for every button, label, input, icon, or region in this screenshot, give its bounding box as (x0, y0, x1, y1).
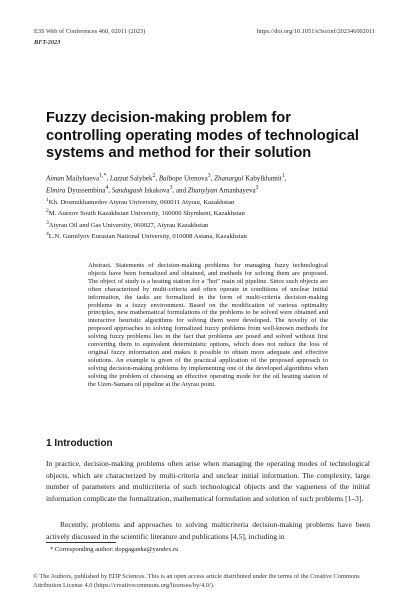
license-notice: © The Authors, published by EDP Sciences. This is an open access article distributed under the terms of the Creative Commons Attribution License 4.0 (https://creativecommons.org/licenses/by/4.0/). (33, 573, 360, 589)
intro-paragraph-2: Recently, problems and approaches to solving multicriteria decision-making problems have been actively discussed in the scientific literature and publications [4,5], including in (46, 520, 370, 541)
paper-title: Fuzzy decision-making problem for controlling operating modes of technological systems and method for their solution (46, 110, 359, 162)
author-line-1: Aiman Mailybaeva$^{1,*}$, Lazzat Salybek$^2$, Balbope Utenova$^3$, Zhanargul Kabylkhamit$^1$, (46, 173, 287, 183)
footnote-divider (46, 542, 116, 543)
section-heading: 1 Introduction (46, 438, 113, 449)
doi-link[interactable]: https://doi.org/10.1051/e3sconf/202346002011 (256, 28, 375, 35)
affiliation-list (46, 196, 370, 242)
author-list (46, 171, 370, 196)
intro-paragraph-1: In practice, decision-making problems often arise when managing the operating modes of technological objects, which are characterized by multi-criteria and unclear initial information. The complexity, large number of parameters and multicriteria of such technological objects and the vagueness of the initial information complicate the formalization, mathematical formulation and solution of such problems [1–3]. (46, 459, 370, 503)
corresponding-author-footnote: * Corresponding author: dopgaganka@yandex.ru (50, 546, 179, 553)
journal-citation: E3S Web of Conferences 460, 02011 (2023) (34, 28, 146, 35)
conference-tag: BFT-2023 (34, 39, 61, 46)
affiliation-item: $^1$Kh. Dosmukhamedov Atyrau University, 060011 Atyrau, Kazakhstan (46, 197, 235, 207)
affiliation-item: $^3$Atyrau Oil and Gas University, 060027, Atyrau Kazakhstan (46, 219, 209, 230)
affiliation-item: $^4$L.N. Gumilyov Eurasian National University, 010008 Astana, Kazakhstan (46, 231, 247, 241)
affiliation-item: $^2$M. Auezov South Kazakhstan University, 160000 Shymkent, Kazakhstan (46, 208, 245, 218)
abstract: Abstract. Statements of decision-making problems for managing fuzzy technological objects have been formalized and obtained, and methods for solving them are proposed. The object of study is a heating station for a "hot" main oil pipeline. Since such objects are often characterized by multi-criteria and often operate in conditions of unclear initial information, the tasks are formalized in the form of multi-criteria decision-making problems in a fuzzy environment. Based on the modification of various optimality principles, new mathematical formulations of the problems to be solved were obtained and interactive heuristic algorithms for solving them were developed. The novelty of the proposed approaches to solving formalized fuzzy problems from well-known methods for solving fuzzy problems lies in the fact that problems are posed and solved without first converting them to equivalent deterministic options, which does not reduce the loss of original fuzzy information and makes it possible to obtain more adequate and effective solutions. An example is given of the practical application of the proposed approach to solving decision-making problems by implementing one of the developed algorithms when solving the problem of choosing an effective operating mode for the oil heating station of the Uzen-Samara oil pipeline at the Atyrau point. (88, 262, 328, 388)
author-line-2: Elmira Dyussembina$^4$, Sandugash Iskakova$^3$, and Zhanylyan Amanbayeva$^3$ (46, 185, 259, 195)
